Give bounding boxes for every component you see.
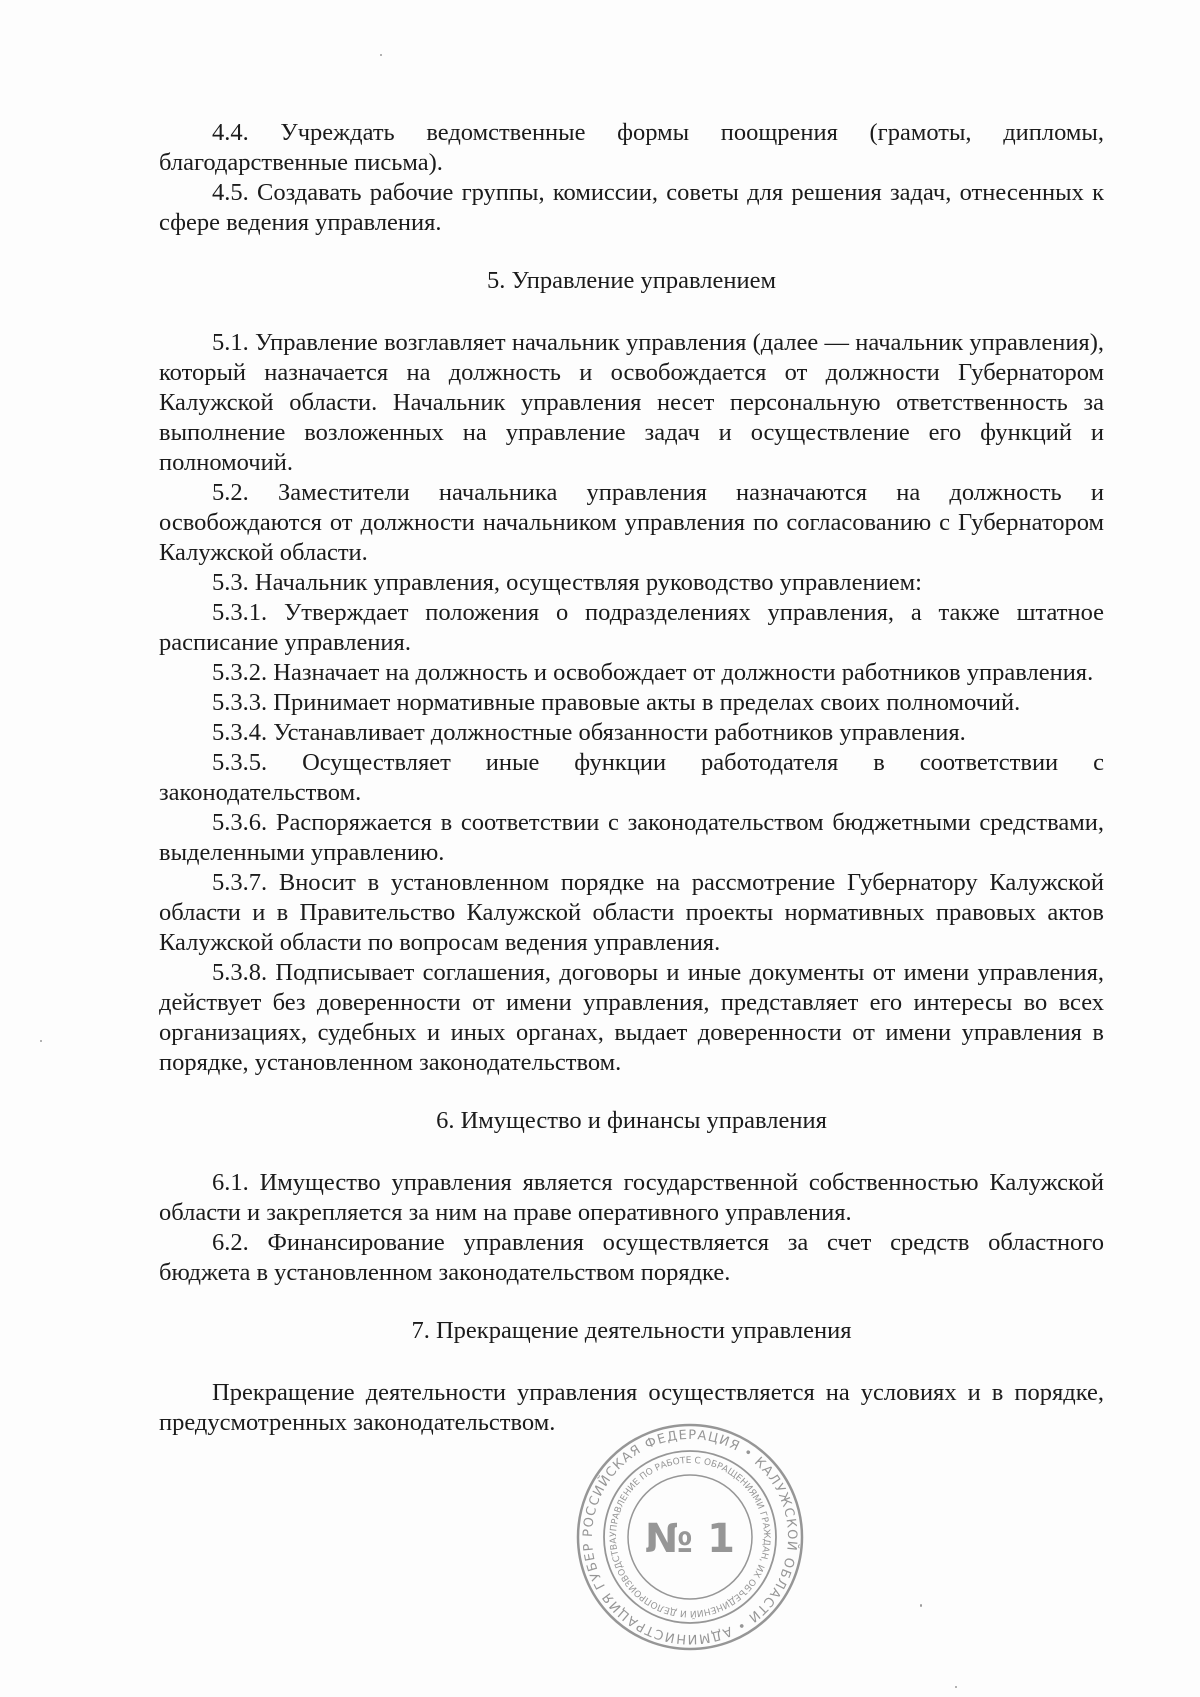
paragraph-4-5: 4.5. Создавать рабочие группы, комиссии, советы для решения задач, отнесенных к сфере ведения управления. bbox=[159, 179, 1104, 236]
seal-center-number: № 1 bbox=[645, 1516, 735, 1562]
scan-speck bbox=[380, 54, 382, 56]
seal-outer-text: РОССИЙСКАЯ ФЕДЕРАЦИЯ • КАЛУЖСКОЙ ОБЛАСТИ • АДМИНИСТРАЦИЯ ГУБЕР bbox=[580, 1427, 800, 1647]
section-6-heading: 6. Имущество и финансы управления bbox=[436, 1107, 827, 1134]
paragraph-5-3-3: 5.3.3. Принимает нормативные правовые акты в пределах своих полномочий. bbox=[212, 689, 1021, 716]
paragraph-5-3-8: 5.3.8. Подписывает соглашения, договоры и иные документы от имени управления, действует без доверенности от имени управления, представляет его интересы во всех организациях, судебных и иных органах, выдает доверенности от имени управления в порядке, установленном законодательством. bbox=[159, 959, 1104, 1076]
section-5-heading: 5. Управление управлением bbox=[487, 267, 776, 294]
paragraph-4-4: 4.4. Учреждать ведомственные формы поощрения (грамоты, дипломы, благодарственные письма). bbox=[159, 119, 1104, 176]
section-7-heading: 7. Прекращение деятельности управления bbox=[411, 1317, 852, 1344]
official-seal bbox=[575, 1422, 805, 1652]
paragraph-5-3: 5.3. Начальник управления, осуществляя руководство управлением: bbox=[212, 569, 922, 596]
paragraph-5-3-6: 5.3.6. Распоряжается в соответствии с законодательством бюджетными средствами, выделенными управлению. bbox=[159, 809, 1104, 866]
paragraph-5-3-7: 5.3.7. Вносит в установленном порядке на рассмотрение Губернатору Калужской области и в Правительство Калужской области проекты нормативных правовых актов Калужской области по вопросам ведения управления. bbox=[159, 869, 1104, 956]
paragraph-5-3-1: 5.3.1. Утверждает положения о подразделениях управления, а также штатное расписание управления. bbox=[159, 599, 1104, 656]
seal-graphic bbox=[575, 1422, 805, 1652]
paragraph-5-1: 5.1. Управление возглавляет начальник управления (далее — начальник управления), который назначается на должность и освобождается от должности Губернатором Калужской области. Начальник управления несет персональную ответственность за выполнение возложенных на управление задач и осуществление его функций и полномочий. bbox=[159, 329, 1104, 476]
paragraph-5-3-5: 5.3.5. Осуществляет иные функции работодателя в соответствии с законодательством. bbox=[159, 749, 1104, 806]
seal-inner-text: УПРАВЛЕНИЕ ПО РАБОТЕ С ОБРАЩЕНИЯМИ ГРАЖДАН, ИХ ОБЪЕДИНЕНИЙ И ДЕЛОПРОИЗВОДСТВА bbox=[608, 1455, 772, 1619]
paragraph-5-3-2: 5.3.2. Назначает на должность и освобождает от должности работников управления. bbox=[212, 659, 1094, 686]
paragraph-7: Прекращение деятельности управления осуществляется на условиях и в порядке, предусмотренных законодательством. bbox=[159, 1379, 1104, 1436]
scan-speck bbox=[955, 1686, 957, 1688]
paragraph-5-2: 5.2. Заместители начальника управления назначаются на должность и освобождаются от должности начальником управления по согласованию с Губернатором Калужской области. bbox=[159, 479, 1104, 566]
paragraph-6-2: 6.2. Финансирование управления осуществляется за счет средств областного бюджета в установленном законодательством порядке. bbox=[159, 1229, 1104, 1286]
paragraph-6-1: 6.1. Имущество управления является государственной собственностью Калужской области и закрепляется за ним на праве оперативного управления. bbox=[159, 1169, 1104, 1226]
scan-speck bbox=[920, 1604, 922, 1607]
paragraph-5-3-4: 5.3.4. Устанавливает должностные обязанности работников управления. bbox=[212, 719, 966, 746]
document-body bbox=[159, 118, 1104, 1438]
scan-speck bbox=[40, 1040, 42, 1042]
